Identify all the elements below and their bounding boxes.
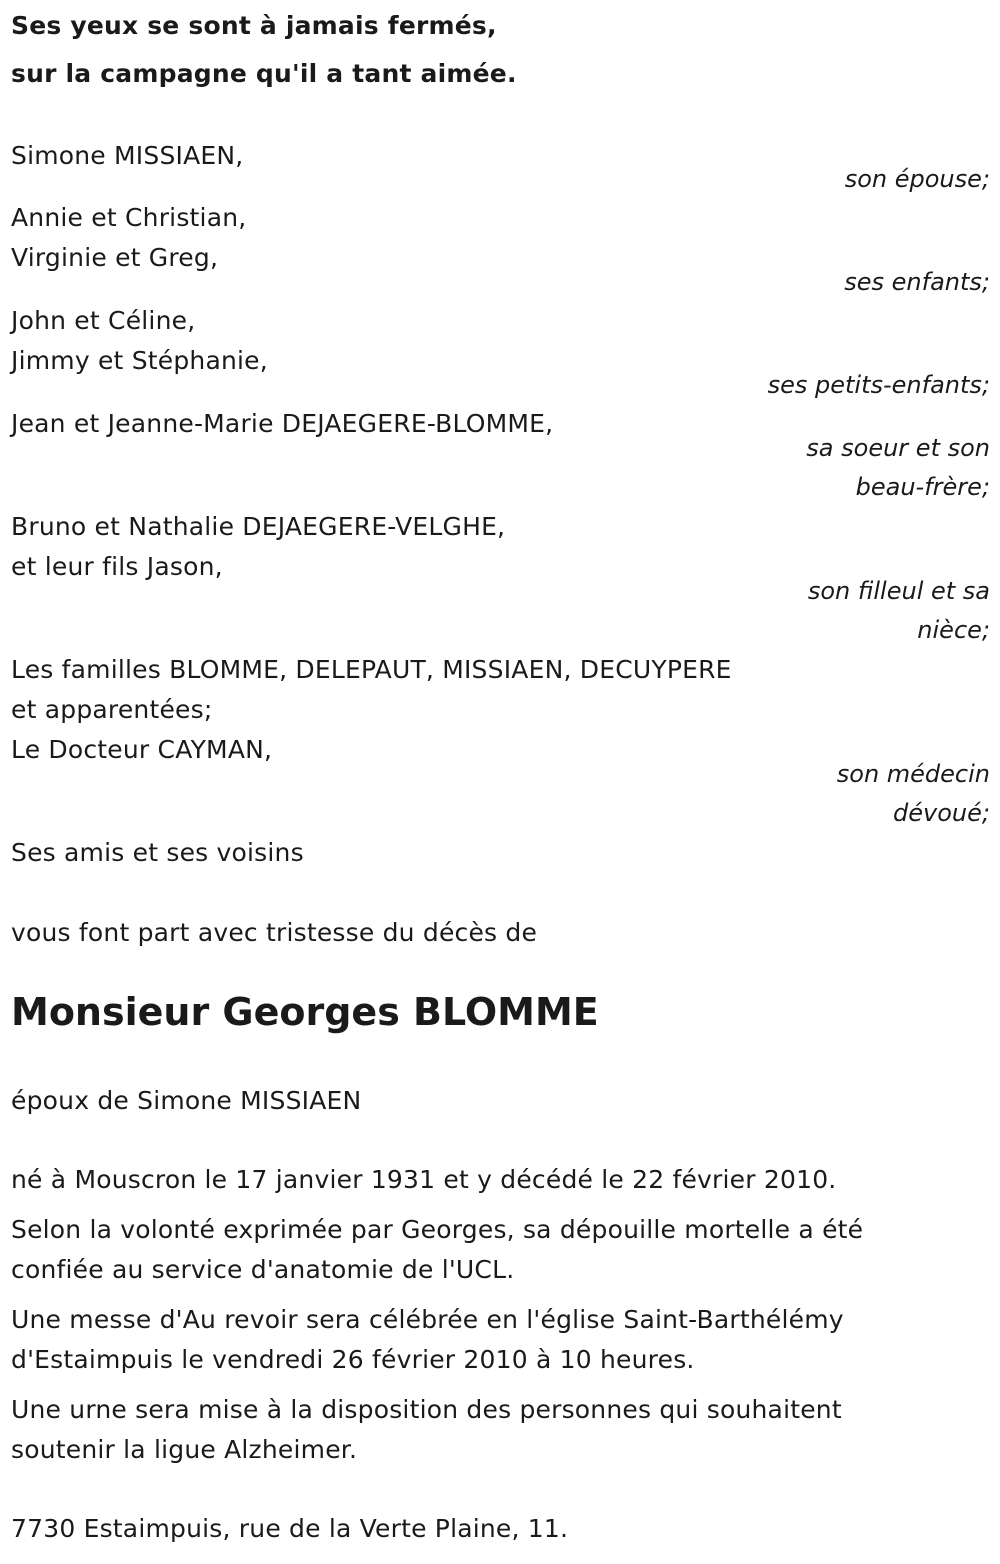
spouse-line: époux de Simone MISSIAEN [11, 1086, 362, 1115]
family-name: Le Docteur CAYMAN, [11, 735, 273, 764]
header-line-1: Ses yeux se sont à jamais fermés, [11, 11, 497, 40]
family-role: sa soeur et son [806, 434, 990, 462]
family-name: Les familles BLOMME, DELEPAUT, MISSIAEN, DECUYPERE [11, 655, 732, 684]
family-role: nièce; [917, 616, 990, 644]
family-name: Bruno et Nathalie DEJAEGERE-VELGHE, [11, 512, 506, 541]
family-name: Simone MISSIAEN, [11, 141, 244, 170]
paragraph-line: confiée au service d'anatomie de l'UCL. [11, 1255, 515, 1284]
paragraph-line: Selon la volonté exprimée par Georges, sa dépouille mortelle a été [11, 1215, 864, 1244]
header-line-2: sur la campagne qu'il a tant aimée. [11, 59, 517, 88]
family-name: Jimmy et Stéphanie, [11, 346, 268, 375]
born-line: né à Mouscron le 17 janvier 1931 et y décédé le 22 février 2010. [11, 1165, 837, 1194]
family-name: Annie et Christian, [11, 203, 247, 232]
family-name: Jean et Jeanne-Marie DEJAEGERE-BLOMME, [11, 409, 554, 438]
family-name: Virginie et Greg, [11, 243, 219, 272]
family-role: son médecin [836, 760, 990, 788]
address-line: 7730 Estaimpuis, rue de la Verte Plaine, 11. [11, 1514, 569, 1543]
family-name: et apparentées; [11, 695, 213, 724]
family-role: son filleul et sa [807, 577, 990, 605]
family-name: et leur fils Jason, [11, 552, 223, 581]
friends-line: Ses amis et ses voisins [11, 838, 304, 867]
family-role: dévoué; [893, 799, 990, 827]
family-role: ses enfants; [844, 268, 990, 296]
paragraph-line: Une urne sera mise à la disposition des personnes qui souhaitent [11, 1395, 842, 1424]
family-role: beau-frère; [855, 473, 990, 501]
paragraph-line: soutenir la ligue Alzheimer. [11, 1435, 358, 1464]
family-role: son épouse; [844, 165, 990, 193]
deceased-name: Monsieur Georges BLOMME [11, 990, 599, 1034]
paragraph-line: d'Estaimpuis le vendredi 26 février 2010 à 10 heures. [11, 1345, 695, 1374]
announce-line: vous font part avec tristesse du décès de [11, 918, 538, 947]
family-role: ses petits-enfants; [767, 371, 990, 399]
family-name: John et Céline, [11, 306, 196, 335]
paragraph-line: Une messe d'Au revoir sera célébrée en l'église Saint-Barthélémy [11, 1305, 844, 1334]
